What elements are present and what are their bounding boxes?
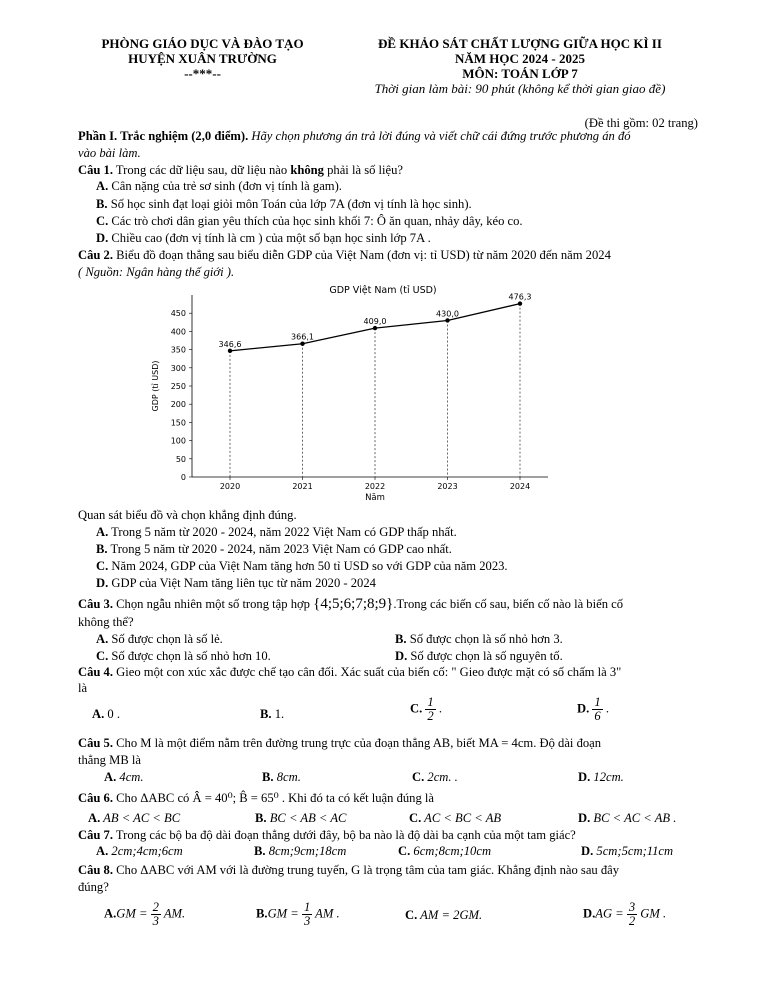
q4-d-fraction: $\frac{1}{6}$ bbox=[594, 695, 601, 723]
q4-option-d[interactable]: D. $\frac{1}{6}$ . bbox=[577, 695, 609, 723]
data-point bbox=[228, 349, 232, 353]
part1-instruction: Hãy chọn phương án trả lời đúng và viết chữ cái đứng trước phương án đó bbox=[251, 129, 631, 143]
q6-option-d[interactable]: D. BC < AC < AB . bbox=[578, 811, 677, 825]
q4-label: Câu 4. bbox=[78, 665, 113, 679]
y-tick-label: 50 bbox=[175, 454, 186, 464]
q6-option-a[interactable]: A. AB < AC < BC bbox=[88, 811, 181, 825]
q8-option-a[interactable]: A.GM = $\frac{2}{3}$ AM. bbox=[104, 900, 186, 928]
data-point bbox=[445, 318, 449, 322]
data-point bbox=[300, 342, 304, 346]
q4-stem: Câu 4. Gieo một con xúc xắc được chế tạo cân đối. Xác suất của biến cố: " Gieo được mặt có số chấm là 3" bbox=[78, 665, 622, 679]
data-label: 409,0 bbox=[363, 317, 387, 327]
y-tick-label: 100 bbox=[170, 436, 186, 446]
y-tick-label: 450 bbox=[170, 309, 186, 319]
q1-option-d[interactable]: D. Chiều cao (đơn vị tính là cm ) của một số bạn học sinh lớp 7A . bbox=[96, 231, 431, 245]
q4-option-b[interactable]: B. 1. bbox=[260, 707, 285, 721]
data-label: 366,1 bbox=[291, 332, 314, 342]
part1-heading bbox=[78, 128, 631, 145]
x-tick-label: 2024 bbox=[509, 482, 531, 491]
q7-option-a[interactable]: A. 2cm;4cm;6cm bbox=[96, 844, 183, 858]
q8-stem-2: đúng? bbox=[78, 880, 109, 894]
q4-c-fraction: $\frac{1}{2}$ bbox=[427, 695, 434, 723]
q3-stem-2: không thể? bbox=[78, 615, 134, 629]
q3-label: Câu 3. bbox=[78, 597, 113, 611]
q1-option-c[interactable]: C. Các trò chơi dân gian yêu thích của học sinh khối 7: Ô ăn quan, nhảy dây, kéo co. bbox=[96, 214, 523, 228]
header-left bbox=[70, 36, 335, 81]
header-right bbox=[340, 36, 700, 96]
q5-stem: Câu 5. Cho M là một điểm nằm trên đường trung trực của đoạn thẳng AB, biết MA = 4cm. Độ dài đoạn bbox=[78, 736, 602, 750]
data-point bbox=[518, 301, 522, 305]
header-stars: --***-- bbox=[184, 66, 221, 81]
page-count: (Đề thi gồm: 02 trang) bbox=[584, 116, 698, 130]
x-tick-label: 2021 bbox=[292, 482, 313, 491]
part1-instruction-2: vào bài làm. bbox=[78, 146, 141, 160]
q8-d-fraction: $\frac{3}{2}$ bbox=[628, 900, 636, 928]
y-tick-label: 200 bbox=[170, 400, 186, 410]
y-tick-label: 0 bbox=[180, 473, 186, 482]
q8-a-fraction: $\frac{2}{3}$ bbox=[152, 900, 159, 928]
subject: MÔN: TOÁN LỚP 7 bbox=[462, 66, 578, 81]
q5-stem-2: thẳng MB là bbox=[78, 753, 141, 767]
x-tick-label: 2023 bbox=[437, 482, 458, 491]
q1-stem: Câu 1. Trong các dữ liệu sau, dữ liệu nào không phải là số liệu? bbox=[78, 163, 404, 177]
y-tick-label: 400 bbox=[170, 327, 186, 337]
gdp-line-chart bbox=[148, 281, 568, 503]
q3-option-b[interactable]: B. Số được chọn là số nhỏ hơn 3. bbox=[395, 632, 563, 646]
q1-option-b[interactable]: B. Số học sinh đạt loại giỏi môn Toán của lớp 7A (đơn vị tính là học sinh). bbox=[96, 197, 472, 211]
data-label: 430,0 bbox=[436, 309, 459, 319]
data-point bbox=[373, 326, 377, 330]
q5-option-d[interactable]: D. 12cm. bbox=[578, 770, 624, 784]
y-tick-label: 150 bbox=[170, 418, 186, 428]
q8-label: Câu 8. bbox=[78, 863, 113, 877]
y-tick-label: 250 bbox=[170, 382, 186, 391]
q5-label: Câu 5. bbox=[78, 736, 113, 750]
q4-option-a[interactable]: A. 0 . bbox=[92, 707, 120, 721]
q2-option-c[interactable]: C. Năm 2024, GDP của Việt Nam tăng hơn 50 tỉ USD so với GDP của năm 2023. bbox=[96, 559, 508, 573]
department-name: PHÒNG GIÁO DỤC VÀ ĐÀO TẠO bbox=[101, 36, 304, 51]
data-label: 346,6 bbox=[218, 339, 242, 349]
q8-option-d[interactable]: D.AG = $\frac{3}{2}$ GM . bbox=[583, 900, 667, 928]
q7-label: Câu 7. bbox=[78, 828, 113, 842]
data-label: 476,3 bbox=[508, 292, 532, 302]
x-tick-label: 2020 bbox=[219, 482, 241, 491]
q8-option-b[interactable]: B.GM = $\frac{1}{3}$ AM . bbox=[256, 900, 340, 928]
y-axis-label: GDP (tỉ USD) bbox=[151, 360, 160, 412]
q2-option-b[interactable]: B. Trong 5 năm từ 2020 - 2024, năm 2023 Việt Nam có GDP cao nhất. bbox=[96, 542, 452, 556]
q7-option-d[interactable]: D. 5cm;5cm;11cm bbox=[581, 844, 674, 858]
exam-title: ĐỀ KHẢO SÁT CHẤT LƯỢNG GIỮA HỌC KÌ II bbox=[378, 36, 662, 51]
q6-option-b[interactable]: B. BC < AB < AC bbox=[255, 811, 347, 825]
q6-label: Câu 6. bbox=[78, 791, 113, 805]
chart-title: GDP Việt Nam (tỉ USD) bbox=[329, 285, 437, 296]
q1-keyword: không bbox=[290, 163, 324, 177]
q3-set: {4;5;6;7;8;9} bbox=[313, 596, 394, 612]
q2-label: Câu 2. bbox=[78, 248, 113, 262]
q5-option-a[interactable]: A. 4cm. bbox=[104, 770, 144, 784]
q2-prompt: Quan sát biểu đồ và chọn khẳng định đúng. bbox=[78, 508, 297, 522]
q6-stem: Câu 6. Cho ΔABC có Â = 40⁰; B̂ = 65⁰ . Khi đó ta có kết luận đúng là bbox=[78, 791, 434, 805]
q5-option-b[interactable]: B. 8cm. bbox=[262, 770, 301, 784]
q5-option-c[interactable]: C. 2cm. . bbox=[412, 770, 458, 784]
q1-option-a[interactable]: A. Cân nặng của trẻ sơ sinh (đơn vị tính là gam). bbox=[96, 179, 342, 193]
q2-stem: Câu 2. Biểu đồ đoạn thẳng sau biểu diễn GDP của Việt Nam (đơn vị: tỉ USD) từ năm 2020 đến năm 2024 bbox=[78, 248, 611, 262]
x-tick-label: 2022 bbox=[364, 482, 386, 491]
q3-option-a[interactable]: A. Số được chọn là số lẻ. bbox=[96, 632, 223, 646]
q8-stem: Câu 8. Cho ΔABC với AM với là đường trung tuyến, G là trọng tâm của tam giác. Khẳng định nào sau đây bbox=[78, 863, 620, 877]
q4-stem-2: là bbox=[78, 681, 88, 695]
q1-label: Câu 1. bbox=[78, 163, 113, 177]
q3-option-c[interactable]: C. Số được chọn là số nhỏ hơn 10. bbox=[96, 649, 271, 663]
school-year: NĂM HỌC 2024 - 2025 bbox=[455, 51, 585, 66]
q7-option-c[interactable]: C. 6cm;8cm;10cm bbox=[398, 844, 492, 858]
q8-b-fraction: $\frac{1}{3}$ bbox=[303, 900, 311, 928]
q6-option-c[interactable]: C. AC < BC < AB bbox=[409, 811, 502, 825]
q8-option-c[interactable]: C. AM = 2GM. bbox=[405, 908, 483, 922]
q3-stem: Câu 3. Chọn ngẫu nhiên một số trong tập hợp {4;5;6;7;8;9}.Trong các biến cố sau, biến cố nào là biến cố bbox=[78, 596, 624, 612]
q2-source: ( Nguồn: Ngân hàng thế giới ). bbox=[78, 265, 235, 279]
q4-option-c[interactable]: C. $\frac{1}{2}$ . bbox=[410, 695, 442, 723]
y-tick-label: 350 bbox=[170, 345, 186, 355]
x-axis-label: Năm bbox=[365, 493, 385, 503]
part1-title: Phần I. Trắc nghiệm (2,0 điểm). bbox=[78, 129, 249, 143]
exam-duration: Thời gian làm bài: 90 phút (không kể thời gian giao đề) bbox=[374, 81, 666, 96]
q3-option-d[interactable]: D. Số được chọn là số nguyên tố. bbox=[395, 649, 563, 663]
q7-stem: Câu 7. Trong các bộ ba độ dài đoạn thẳng dưới đây, bộ ba nào là độ dài ba cạnh của một tam giác? bbox=[78, 828, 576, 842]
q2-option-a[interactable]: A. Trong 5 năm từ 2020 - 2024, năm 2022 Việt Nam có GDP thấp nhất. bbox=[96, 525, 457, 539]
q7-option-b[interactable]: B. 8cm;9cm;18cm bbox=[254, 844, 347, 858]
q2-option-d[interactable]: D. GDP của Việt Nam tăng liên tục từ năm 2020 - 2024 bbox=[96, 576, 376, 590]
district-name: HUYỆN XUÂN TRƯỜNG bbox=[128, 51, 277, 66]
y-tick-label: 300 bbox=[170, 363, 186, 373]
